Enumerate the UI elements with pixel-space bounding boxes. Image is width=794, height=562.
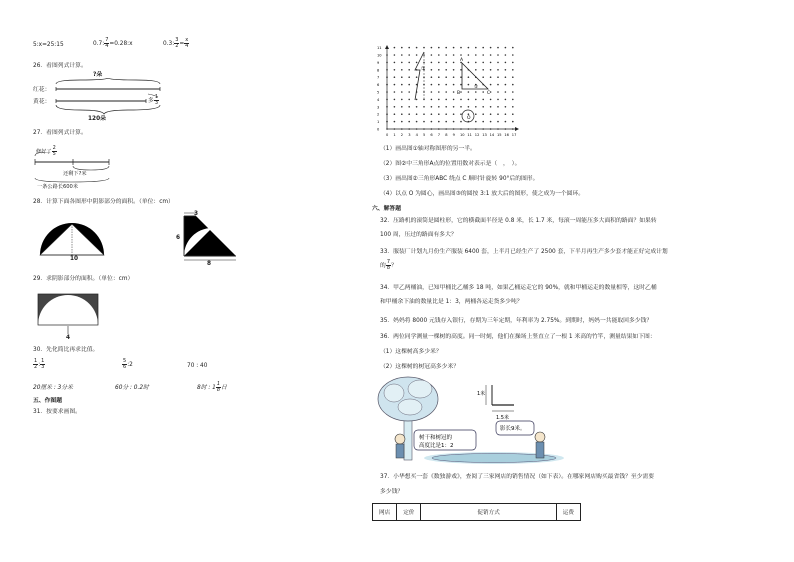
grid-dot	[445, 69, 447, 71]
grid-dot	[505, 76, 507, 78]
grid-dot	[416, 62, 418, 64]
grid-dot	[468, 47, 470, 49]
grid-dot	[460, 121, 462, 123]
grid-dot	[490, 62, 492, 64]
q27-title: 27．看图列式计算。	[33, 130, 87, 136]
q28-fig2-top: 3	[194, 211, 199, 217]
grid-dot	[453, 84, 455, 86]
grid-dot	[468, 91, 470, 93]
grid-dot	[497, 121, 499, 123]
grid-dot	[401, 69, 403, 71]
y-tick-label: 9	[377, 60, 380, 65]
grid-dot	[497, 69, 499, 71]
q31-item-1: （1）画出图①轴对称图形的另一半。	[380, 146, 476, 152]
grid-dot	[497, 54, 499, 56]
grid-dot	[394, 76, 396, 78]
q36: 36．两位同学测量一棵树的高度。同一时刻，他们在操场上竖直立了一根 1 米高的竹竿，测量结果如下图：	[380, 334, 656, 340]
x-tick-label: 9	[452, 133, 455, 137]
q30-r2-c: 8时 : 1 $\frac{1}{8}$ 日	[197, 381, 227, 393]
grid-dots	[386, 47, 513, 130]
grid-dot	[497, 76, 499, 78]
y-tick-label: 3	[377, 105, 380, 110]
grid-dot	[512, 69, 514, 71]
q31-item-2: （2）图②中三角形A点的位置用数对表示是（ ， ）。	[380, 161, 521, 167]
table-header-shipping: 运费	[556, 504, 580, 521]
grid-dot	[394, 47, 396, 49]
q26-title: 26．看图列式计算。	[33, 63, 87, 69]
y-tick-label: 11	[377, 46, 382, 51]
coordinate-grid	[374, 44, 524, 142]
grid-dot	[475, 47, 477, 49]
grid-dot	[482, 69, 484, 71]
x-tick-label: 5	[423, 133, 426, 137]
grid-dot	[460, 69, 462, 71]
grid-dot	[475, 106, 477, 108]
grid-dot	[460, 76, 462, 78]
grid-dot	[505, 62, 507, 64]
grid-dot	[460, 84, 462, 86]
grid-dot	[512, 62, 514, 64]
q33-line-2: 的 $\frac{7}{8}$ ？	[380, 259, 397, 271]
grid-dot	[468, 113, 470, 115]
grid-label-a: A	[460, 58, 464, 63]
grid-dot	[401, 62, 403, 64]
grid-dot	[438, 62, 440, 64]
grid-dot	[468, 84, 470, 86]
grid-dot	[394, 91, 396, 93]
q37-line-2: 多少钱？	[380, 489, 404, 495]
q29-figure	[36, 290, 102, 340]
bubble-line-1: 树干和树冠的	[419, 435, 453, 441]
grid-dot	[445, 106, 447, 108]
q36-part-1: （1）这棵树高多少米？	[380, 349, 442, 355]
grid-dot	[512, 113, 514, 115]
grid-dot	[460, 106, 462, 108]
grid-dot	[401, 91, 403, 93]
grid-dot	[408, 69, 410, 71]
equation-3: 0.3: $\frac{3}{2}$ = $\frac{x}{4}$	[163, 37, 189, 49]
grid-dot	[482, 91, 484, 93]
grid-dot	[431, 106, 433, 108]
grid-dot	[408, 47, 410, 49]
grid-dot	[408, 62, 410, 64]
table-header-price: 定价	[397, 504, 421, 521]
grid-dot	[438, 91, 440, 93]
grid-dot	[431, 84, 433, 86]
grid-dot	[453, 106, 455, 108]
grid-dot	[408, 84, 410, 86]
grid-dot	[423, 121, 425, 123]
grid-dot	[438, 54, 440, 56]
grid-dot	[482, 99, 484, 101]
grid-dot	[445, 121, 447, 123]
grid-dot	[468, 62, 470, 64]
q27-note: 一条公路长600米	[37, 184, 79, 190]
x-tick-label: 0	[386, 133, 389, 137]
grid-dot	[408, 99, 410, 101]
grid-dot	[416, 121, 418, 123]
x-tick-label: 14	[489, 133, 495, 137]
grid-dot	[490, 69, 492, 71]
x-tick-label: 10	[460, 133, 465, 137]
q26-segment-diagram	[50, 78, 170, 118]
q30-r2-b: 60分 : 0.2时	[115, 385, 149, 391]
x-tick-label: 4	[415, 133, 418, 137]
q29-diameter: 4	[66, 335, 71, 341]
q34-line-2: 和甲桶余下油的数量比是 1：3，两桶各运走货多少吨？	[380, 299, 523, 305]
grid-dot	[512, 47, 514, 49]
q31-item-3: （3）画出图②三角形ABC 绕点 C 顺时针旋转 90°后的图形。	[380, 176, 539, 182]
grid-dot	[482, 54, 484, 56]
grid-dot	[394, 99, 396, 101]
grid-dot	[512, 99, 514, 101]
grid-dot	[482, 106, 484, 108]
x-tick-label: 2	[400, 133, 404, 137]
y-tick-label: 2	[377, 112, 380, 117]
grid-dot	[512, 106, 514, 108]
grid-dot	[408, 113, 410, 115]
q30-r2-a: 20厘米 : 3分米	[33, 385, 73, 391]
grid-dot	[453, 62, 455, 64]
grid-label-c: C	[487, 91, 491, 96]
q32-line-1: 32．压路机的滚筒是圆柱形，它的横截面半径是 0.8 米，长 1.7 米，每滚一周能压多大面积的路面？如果转	[380, 218, 657, 224]
x-tick-label: 17	[511, 133, 517, 137]
price-table	[372, 503, 581, 521]
x-tick-label: 7	[437, 133, 441, 137]
grid-dot	[416, 54, 418, 56]
grid-dot	[497, 84, 499, 86]
grid-dot	[394, 121, 396, 123]
grid-dot	[460, 47, 462, 49]
q30-r1-b: $\frac{5}{6}$ :2	[123, 358, 133, 370]
grid-dot	[460, 113, 462, 115]
grid-dot	[490, 113, 492, 115]
grid-dot	[445, 99, 447, 101]
grid-dot	[408, 91, 410, 93]
grid-dot	[438, 113, 440, 115]
x-tick-label: 15	[497, 133, 502, 137]
grid-dot	[460, 99, 462, 101]
q34-line-1: 34．甲乙两桶油，已知甲桶比乙桶多 18 吨，如果乙桶运走它的 90%，就和甲桶运走的数量相等，这时乙桶	[380, 285, 657, 291]
q30-title: 30．先化简比再求比值。	[33, 347, 99, 353]
grid-label-o: O	[467, 116, 471, 121]
grid-dot	[475, 62, 477, 64]
q30-r1-a: $\frac{1}{2}$ : $\frac{1}{3}$	[34, 358, 45, 370]
y-axis-ticks	[377, 46, 382, 131]
grid-dot	[512, 84, 514, 86]
grid-dot	[431, 62, 433, 64]
grid-dot	[512, 54, 514, 56]
grid-dot	[497, 99, 499, 101]
grid-dot	[490, 106, 492, 108]
grid-dot	[453, 113, 455, 115]
grid-dot	[416, 99, 418, 101]
grid-dot	[416, 113, 418, 115]
grid-dot	[445, 47, 447, 49]
grid-dot	[475, 69, 477, 71]
grid-dot	[394, 106, 396, 108]
y-tick-label: 4	[377, 97, 380, 102]
q33-line-1: 33．服装厂计划九月份生产服装 6400 套，上半月已经生产了 2500 套，下半月再生产多少套才能正好完成计划	[380, 249, 668, 255]
grid-dot	[394, 54, 396, 56]
grid-dot	[468, 99, 470, 101]
grid-dot	[423, 113, 425, 115]
grid-dot	[438, 69, 440, 71]
grid-dot	[401, 121, 403, 123]
grid-dot	[431, 47, 433, 49]
grid-dot	[505, 99, 507, 101]
grid-dot	[445, 54, 447, 56]
pole-shadow-label: 1.5米	[496, 415, 509, 421]
grid-dot	[505, 69, 507, 71]
table-header-row	[373, 504, 581, 521]
grid-dot	[445, 84, 447, 86]
q35: 35．妈妈将 8000 元钱存入银行，存期为三年定期，年利率为 2.75%。到期时，妈妈一共能取回多少钱？	[380, 318, 653, 324]
grid-dot	[438, 76, 440, 78]
x-tick-label: 13	[482, 133, 487, 137]
q29-title: 29．求阴影部分的面积。（单位：cm）	[33, 276, 134, 282]
tree-measurement-illustration	[374, 375, 574, 467]
q27-road-diagram	[33, 152, 113, 186]
grid-dot	[475, 121, 477, 123]
y-tick-label: 5	[377, 90, 380, 95]
x-axis-ticks	[386, 133, 516, 137]
grid-dot	[475, 99, 477, 101]
grid-dot	[416, 76, 418, 78]
q28-figure-trapezoid	[180, 212, 240, 264]
grid-dot	[475, 54, 477, 56]
grid-dot	[512, 91, 514, 93]
grid-dot	[453, 76, 455, 78]
grid-dot	[505, 84, 507, 86]
table-header-promotion: 促销方式	[421, 504, 556, 521]
q28-fig2-bottom: 8	[207, 261, 212, 267]
q30-r1-c: 70 : 40	[187, 363, 208, 369]
grid-dot	[453, 47, 455, 49]
grid-dot	[475, 113, 477, 115]
grid-dot	[482, 121, 484, 123]
grid-dot	[438, 106, 440, 108]
grid-dot	[490, 84, 492, 86]
grid-dot	[445, 113, 447, 115]
figure-1-half	[415, 52, 424, 100]
grid-dot	[438, 99, 440, 101]
grid-dot	[401, 54, 403, 56]
q26-yellow-label: 黄花：	[33, 99, 51, 105]
grid-dot	[401, 84, 403, 86]
grid-label-2: ②	[474, 85, 479, 90]
bubble-line-2: 高度比是1：2	[419, 443, 454, 449]
grid-dot	[408, 106, 410, 108]
q26-more: 多 $\frac{1}{3}$	[148, 94, 158, 106]
grid-dot	[460, 54, 462, 56]
q32-line-2: 100 周，压过的路面有多大？	[380, 232, 457, 238]
q26-top-label: ?朵	[93, 72, 103, 78]
grid-dot	[423, 47, 425, 49]
grid-label-1: ①	[421, 66, 426, 72]
grid-dot	[512, 121, 514, 123]
grid-dot	[431, 54, 433, 56]
grid-dot	[401, 47, 403, 49]
grid-dot	[445, 62, 447, 64]
grid-dot	[401, 99, 403, 101]
grid-dot	[490, 121, 492, 123]
shadow-label: 影长9米。	[500, 426, 526, 432]
q28-fig2-side: 6	[176, 235, 181, 241]
x-tick-label: 16	[504, 133, 509, 137]
grid-dot	[505, 47, 507, 49]
grid-dot	[438, 84, 440, 86]
table-header-shop: 网店	[373, 504, 397, 521]
x-tick-label: 12	[474, 133, 480, 137]
grid-dot	[468, 54, 470, 56]
grid-dot	[505, 106, 507, 108]
grid-dot	[497, 47, 499, 49]
q31-item-4: （4）以点 O 为圆心，画出图③的圆按 3:1 放大后的图形，使之成为一个圆环。	[380, 191, 585, 197]
grid-dot	[482, 113, 484, 115]
grid-dot	[490, 54, 492, 56]
grid-dot	[408, 54, 410, 56]
x-tick-label: 8	[445, 133, 448, 137]
grid-dot	[505, 91, 507, 93]
grid-dot	[490, 76, 492, 78]
y-tick-label: 10	[377, 53, 382, 58]
grid-dot	[482, 47, 484, 49]
grid-dot	[408, 121, 410, 123]
grid-dot	[431, 76, 433, 78]
y-tick-label: 7	[377, 75, 380, 80]
section-5-heading: 五、作图题	[33, 398, 62, 404]
grid-dot	[445, 91, 447, 93]
grid-dot	[431, 99, 433, 101]
grid-dot	[445, 76, 447, 78]
grid-dot	[401, 113, 403, 115]
equation-1: 5:x=25:15	[33, 42, 64, 48]
grid-dot	[394, 84, 396, 86]
grid-dot	[431, 121, 433, 123]
section-6-heading: 六、解答题	[372, 206, 401, 212]
grid-dot	[401, 106, 403, 108]
grid-dot	[453, 54, 455, 56]
y-tick-label: 1	[377, 120, 380, 125]
grid-dot	[431, 69, 433, 71]
grid-dot	[431, 91, 433, 93]
grid-dot	[431, 113, 433, 115]
equation-2: 0.7: $\frac{7}{4}$ =0.28:x	[93, 37, 133, 49]
grid-dot	[468, 106, 470, 108]
grid-dot	[497, 91, 499, 93]
grid-dot	[460, 91, 462, 93]
grid-dot	[512, 76, 514, 78]
pole-height-label: 1米	[477, 391, 486, 397]
y-tick-label: 6	[377, 83, 380, 88]
grid-dot	[438, 47, 440, 49]
grid-dot	[453, 99, 455, 101]
grid-dot	[416, 47, 418, 49]
grid-dot	[482, 62, 484, 64]
q31-title: 31．按要求画图。	[33, 409, 81, 415]
grid-dot	[394, 62, 396, 64]
x-tick-label: 6	[430, 133, 433, 137]
q28-fig1-base: 10	[70, 256, 79, 262]
grid-dot	[394, 113, 396, 115]
grid-dot	[453, 69, 455, 71]
grid-dot	[482, 76, 484, 78]
grid-dot	[394, 69, 396, 71]
grid-dot	[438, 121, 440, 123]
q28-title: 28．计算下面各图形中阴影部分的面积。（单位：cm）	[33, 199, 174, 205]
y-tick-label: 8	[377, 68, 380, 73]
y-tick-label: 0	[377, 127, 380, 132]
q26-total: 120朵	[88, 116, 106, 122]
grid-dot	[505, 121, 507, 123]
grid-label-b: B	[457, 91, 461, 96]
grid-dot	[497, 62, 499, 64]
grid-dot	[468, 76, 470, 78]
q27-remain: 还剩下?米	[63, 171, 87, 177]
grid-dot	[453, 91, 455, 93]
grid-dot	[490, 99, 492, 101]
grid-dot	[416, 106, 418, 108]
grid-dot	[401, 76, 403, 78]
grid-dot	[423, 106, 425, 108]
grid-dot	[475, 91, 477, 93]
grid-dot	[497, 113, 499, 115]
q26-red-label: 红花：	[33, 87, 51, 93]
x-tick-label: 11	[467, 133, 472, 137]
grid-dot	[408, 76, 410, 78]
q36-part-2: （2）这棵树的树冠高多少米？	[380, 364, 460, 370]
grid-dot	[505, 113, 507, 115]
grid-dot	[490, 47, 492, 49]
grid-dot	[497, 106, 499, 108]
q37-line-1: 37．小华想买一套《数独游戏》，查阅了三家网店的销售情况（如下表）。在哪家网店购买最省钱？至少需要	[380, 474, 655, 480]
x-tick-label: 3	[408, 133, 411, 137]
q27-done: 修好了 $\frac{2}{5}$	[36, 145, 56, 157]
grid-dot	[453, 121, 455, 123]
grid-dot	[505, 54, 507, 56]
x-tick-label: 1	[393, 133, 396, 137]
